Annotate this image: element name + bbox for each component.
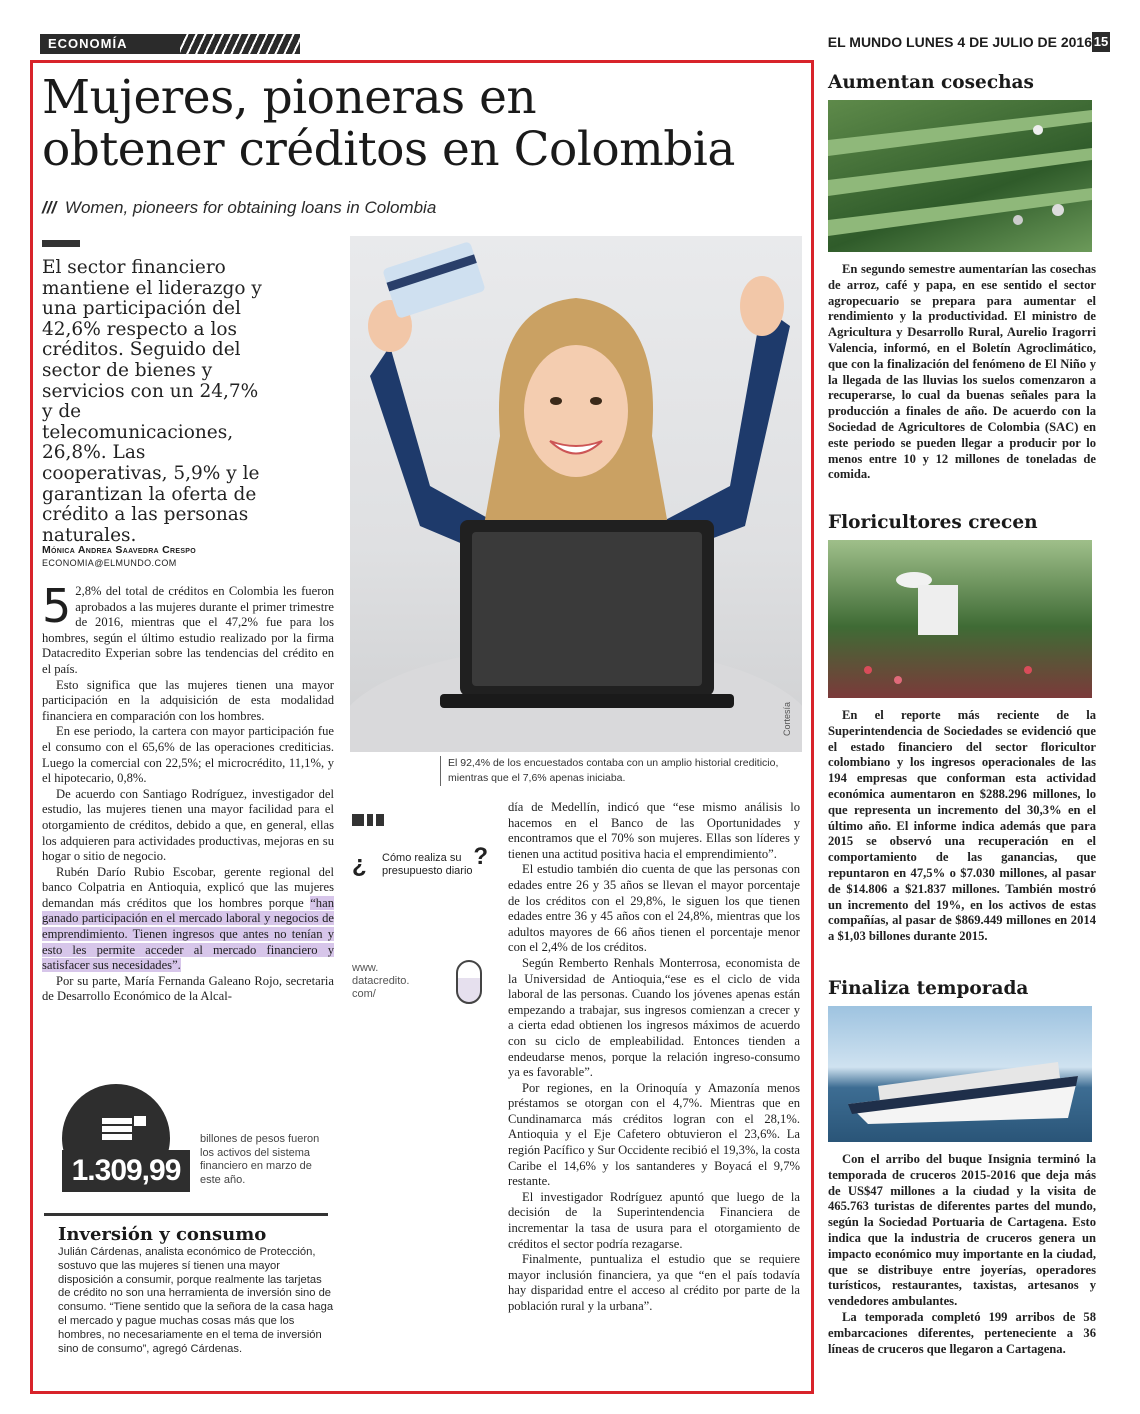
question-open-icon: ¿: [352, 851, 367, 878]
paragraph: Por su parte, María Fernanda Galeano Rojo, secretaria de Desarrollo Económico de la Alcal-: [42, 973, 334, 1004]
article-column-1: [42, 579, 334, 1005]
field-workers-illustration: [828, 100, 1092, 252]
paragraph: De acuerdo con Santiago Rodríguez, investigador del estudio, las mujeres tienen una mayor facilidad para el otorgamiento de créditos, debido a que, en general, ellas los adquieren para actividades productivas, mejoras en su hogar o sitio de negocio.: [42, 786, 334, 864]
main-photo: [350, 236, 802, 752]
photo-credit: Cortesía: [782, 701, 792, 736]
masthead: EL MUNDO LUNES 4 DE JULIO DE 2016: [827, 34, 1092, 50]
lede-marker: [42, 240, 80, 247]
mouse-icon: [456, 960, 482, 1004]
subhead-text: Women, pioneers for obtaining loans in Colombia: [64, 198, 437, 217]
section-label: ECONOMÍA: [40, 34, 300, 54]
brief-body-floricultores: En el reporte más reciente de la Superintendencia de Sociedades se evidenció que el estado financiero del sector floricultor colombiano y los ingresos operacionales de las 194 empresas que conforman esta actividad económica aumentaron en $288.296 millones, lo que representa un incremento del 30,3% en el último año. El informe indica además que para 2015 se observó una recuperación en el comportamiento de las ganancias, que repuntaron en 47,5% o $7.030 millones, al pasar de $14.806 a $21.837 millones. También mostró un incremento del 19%, en los activos de estas compañías, al pasar de $869.449 millones en 2014 a $1,03 billones durante 2015.: [828, 708, 1096, 944]
paragraph: El investigador Rodríguez apuntó que luego de la decisión de la Superintendencia Financiera de incrementar la tasa de usura para el otorgamiento de créditos el sector podría rezagarse.: [508, 1189, 800, 1251]
page-number: 15: [1092, 32, 1110, 52]
brief-title-cosechas: Aumentan cosechas: [828, 72, 1034, 93]
photo-caption: El 92,4% de los encuestados contaba con un amplio historial crediticio, mientras que el 7,6% apenas iniciaba.: [448, 757, 779, 784]
caption-rule: [440, 756, 441, 786]
lede: El sector financiero mantiene el liderazgo y una participación del 42,6% respecto a los créditos. Seguido del sector de bienes y servicios con un 24,7% y de telecomunicaciones, 26,8%. Las cooperativas, 5,9% y le garantizan la oferta de crédito a las personas naturales.: [42, 257, 262, 546]
paragraph: Esto significa que las mujeres tienen una mayor participación en la adquisición de esta modalidad financiera en comparación con los hombres.: [42, 677, 334, 723]
paragraph: Según Remberto Renhals Monterrosa, economista de la Universidad de Antioquia,“ese es el ciclo de vida laboral de las personas. Cuando los jóvenes apenas están empezando a trabajar, sus ingresos comienzan a crecer y a cierta edad obtienen los ingresos máximos de acuerdo con su ciclo de empleabilidad. Entonces tienden a endeudarse menos, porque la relación ingreso-consumo ya es favorable”.: [508, 955, 800, 1080]
aside-url[interactable]: www. datacredito. com/: [352, 962, 410, 1000]
paragraph: Rubén Darío Rubio Escobar, gerente regional del banco Colpatria en Antioquia, explicó que las mujeres demandan más créditos que los hombres porque “han ganado participación en el mercado laboral y negocios de emprendimiento. Tienen ingresos que antes no tenían y esto les permite acceder al mercado financiero y satisfacer sus necesidades”.: [42, 864, 334, 973]
cruise-ship-illustration: [828, 1006, 1092, 1142]
byline-email: ECONOMIA@ELMUNDO.COM: [42, 558, 177, 568]
stat-value: 1.309,99: [62, 1150, 190, 1192]
paragraph: En ese periodo, la cartera con mayor participación fue el consumo con el 65,6% de las operaciones crediticias. Luego la comercial con 22,5%; el microcrédito, 11,1%, y el hipotecario, 0,8%.: [42, 724, 334, 786]
brief-body-temporada: [828, 1152, 1096, 1357]
article-column-2: [508, 800, 800, 1315]
headline: [42, 72, 802, 176]
paragraph: Con el arribo del buque Insignia terminó la temporada de cruceros 2015-2016 que deja más de US$47 millones a la ciudad y la visita de 465.763 turistas de diferentes partes del mundo, según la Sociedad Portuaria de Cartagena. Esto indica que la industria de cruceros genera un impacto económico muy importante en la ciudad, que se distribuye entre joyerías, operadores turísticos, restaurantes, taxistas, artesanos y vendedores ambulantes.: [828, 1152, 1096, 1309]
stat-description: billones de pesos fueron los activos del sistema financiero en marzo de este año.: [200, 1133, 320, 1186]
aside-question: ¿ Cómo realiza su presupuesto diario ?: [352, 843, 488, 878]
cruise-ship-photo: [828, 1006, 1092, 1142]
bar-marker-icon: [352, 814, 384, 826]
paragraph: día de Medellín, indicó que “ese mismo análisis lo hacemos en el Banco de las Oportunidades y encontramos que el 70% son mujeres. Ellas son líderes y tienen una actitud positiva hacia el emprendimiento”.: [508, 800, 800, 861]
paragraph: La temporada completó 199 arribos de 58 embarcaciones diferentes, perteneciente a 36 líneas de cruceros que llegaron a Cartagena.: [828, 1309, 1096, 1356]
paragraph: 5 2,8% del total de créditos en Colombia les fueron aprobados a las mujeres durante el primer trimestre de 2016, mientras que el 47,2% fue para los hombres, según el último estudio realizado por la firma Datacredito Experian sobre las tendencias del crédito en el país.: [42, 579, 334, 676]
sidebar-body: Julián Cárdenas, analista económico de Protección, sostuvo que las mujeres sí tienen una mayor disposición a consumir, porque realmente las tarjetas de crédito no son una herramienta de inversión sino de consumo. “Tiene sentido que la señora de la casa haga el mercado y pague muchas cosas más que los hombres, no necesariamente en el tema de inversión sino de consumo”, agregó Cárdenas.: [58, 1246, 334, 1355]
brief-title-temporada: Finaliza temporada: [828, 978, 1029, 999]
flower-worker-illustration: [828, 540, 1092, 698]
byline: Mónica Andrea Saavedra Crespo: [42, 544, 197, 556]
paragraph: Finalmente, puntualiza el estudio que se requiere mayor inclusión financiera, ya que “en el país todavía hay disparidad entre el acceso al crédito por parte de la población rural y la urbana”.: [508, 1252, 800, 1313]
headline-line-2: obtener créditos en Colombia: [42, 122, 735, 177]
brief-title-floricultores: Floricultores crecen: [828, 512, 1038, 533]
drop-cap: 5: [42, 579, 72, 633]
paragraph: El estudio también dio cuenta de que las personas con edades entre 26 y 35 años se llevan el mayor porcentaje de los créditos con el 29,8%, le siguen los que tienen edades entre 36 y 45 años con el 24,8%, mientras que los adultos mayores de 66 años tienen el porcentaje menor con el 2,4% de los créditos.: [508, 862, 800, 955]
question-close-icon: ?: [473, 843, 488, 870]
subhead-slashes: ///: [42, 198, 57, 217]
sidebar-title: Inversión y consumo: [58, 1224, 267, 1245]
subheadline: [42, 198, 436, 218]
flowers-photo: [828, 540, 1092, 698]
headline-line-1: Mujeres, pioneras en: [42, 70, 537, 125]
paragraph: Por regiones, en la Orinoquía y Amazonía menos préstamos se otorgan con el 4,7%. Mientras que en Cundinamarca más créditos logran con el 28,1%. Antioquia y el Eje Cafetero obtuvieron el 23,6%. La región Pacífico y Sur Occidente recibió el 19,3%, la costa Caribe el 14,6% y los santanderes y Boyacá el 9,7% restante.: [508, 1080, 800, 1189]
brief-body-cosechas: En segundo semestre aumentarían las cosechas de arroz, café y papa, en ese sentido el sector agropecuario se prepara para aumentar el rendimiento y la productividad. El ministro de Agricultura y Desarrollo Rural, Aurelio Iragorri Valencia, informó, en el Boletín Agroclimático, que con la finalización del fenómeno de El Niño y la llegada de las lluvias los suelos comenzaron a recuperarse, lo cual da buenas señales para la producción a finales de año. De acuerdo con la Sociedad de Agricultores de Colombia (SAC) en este periodo se pueden llegar a producir por lo menos entre 10 y 12 millones de toneladas de comida.: [828, 262, 1096, 482]
pencil-divider-icon: [44, 1213, 328, 1216]
highlighted-quote: “han ganado participación en el mercado laboral y negocios de emprendimiento. Tienen ingresos que antes no tenían y esto les permite acceder al mercado financiero y satisfacer sus necesidades”.: [42, 895, 334, 973]
crops-photo: [828, 100, 1092, 252]
woman-with-laptop-illustration: [350, 236, 802, 752]
